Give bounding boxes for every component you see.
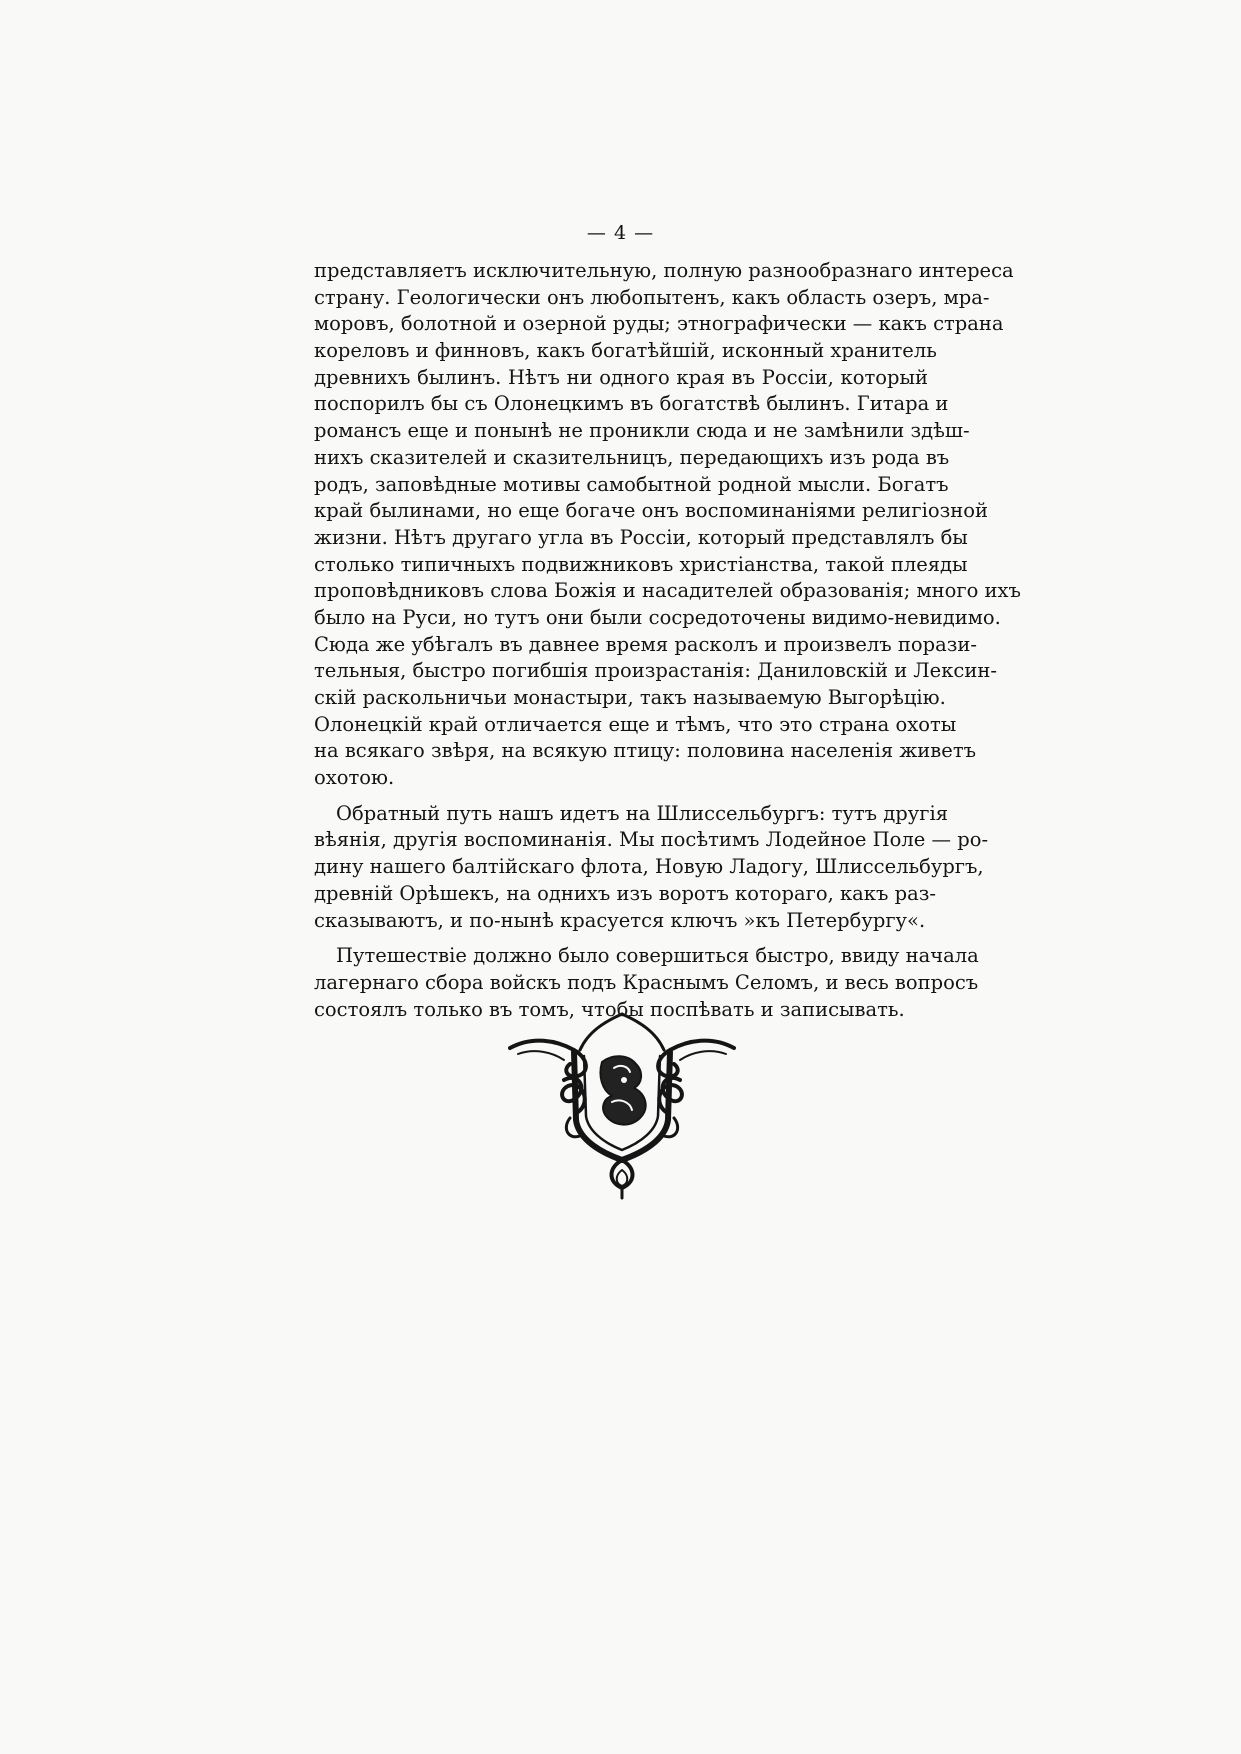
text-line: романсъ еще и понынѣ не проникли сюда и не замѣнили здѣш- <box>314 419 970 443</box>
celtic-knot-ornament-icon <box>504 1010 740 1200</box>
text-line: было на Руси, но тутъ они были сосредоточены видимо-невидимо. <box>314 605 1001 629</box>
text-line: Олонецкій край отличается еще и тѣмъ, что это страна охоты <box>314 712 957 736</box>
text-line: лагернаго сбора войскъ подъ Краснымъ Селомъ, и весь вопросъ <box>314 970 979 994</box>
text-line: край былинами, но еще богаче онъ воспоминаніями религіозной <box>314 499 988 523</box>
paragraph-2 <box>314 801 989 934</box>
text-line: скій раскольничьи монастыри, такъ называемую Выгорѣцію. <box>314 686 946 709</box>
text-line: представляетъ исключительную, полную разнообразнаго интереса <box>314 259 1014 282</box>
text-line: состоялъ только въ томъ, чтобы поспѣвать и записывать. <box>314 997 905 1021</box>
text-line: Сюда же убѣгалъ въ давнее время расколъ и произвелъ порази- <box>314 632 977 656</box>
text-line: охотою. <box>314 766 395 790</box>
body-text <box>314 258 1021 1023</box>
text-line: Обратный путь нашъ идетъ на Шлиссельбургъ: тутъ другія <box>336 801 949 825</box>
text-line: на всякаго звѣря, на всякую птицу: половина населенія живетъ <box>314 739 977 763</box>
text-line: проповѣдниковъ слова Божія и насадителей образованія; много ихъ <box>314 579 1021 603</box>
text-line: родъ, заповѣдные мотивы самобытной родной мысли. Богатъ <box>314 472 949 496</box>
text-line: поспорилъ бы съ Олонецкимъ въ богатствѣ былинъ. Гитара и <box>314 392 949 416</box>
text-line: столько типичныхъ подвижниковъ христіанства, такой плеяды <box>314 552 968 576</box>
text-line: кореловъ и финновъ, какъ богатѣйшій, исконный хранитель <box>314 339 937 363</box>
text-line: вѣянія, другія воспоминанія. Мы посѣтимъ Лодейное Поле — ро- <box>314 828 989 852</box>
text-line: сказываютъ, и по-нынѣ красуется ключъ »къ Петербургу«. <box>314 908 926 932</box>
text-line: страну. Геологически онъ любопытенъ, какъ область озеръ, мра- <box>314 285 990 309</box>
paragraph-1 <box>314 258 1021 792</box>
text-line: жизни. Нѣтъ другаго угла въ Россіи, который представлялъ бы <box>314 525 968 549</box>
text-line: нихъ сказителей и сказительницъ, передающихъ изъ рода въ <box>314 445 950 469</box>
text-line: Путешествіе должно было совершиться быстро, ввиду начала <box>336 944 979 968</box>
text-line: моровъ, болотной и озерной руды; этнографически — какъ страна <box>314 312 1004 336</box>
text-line: древній Орѣшекъ, на однихъ изъ воротъ котораго, какъ раз- <box>314 881 936 905</box>
page-number: — 4 — <box>586 222 655 244</box>
text-line: дину нашего балтійскаго флота, Новую Ладогу, Шлиссельбургъ, <box>314 855 984 879</box>
text-line: тельныя, быстро погибшія произрастанія: Даниловскій и Лексин- <box>314 659 997 683</box>
text-line: древнихъ былинъ. Нѣтъ ни одного края въ Россіи, который <box>314 365 928 389</box>
